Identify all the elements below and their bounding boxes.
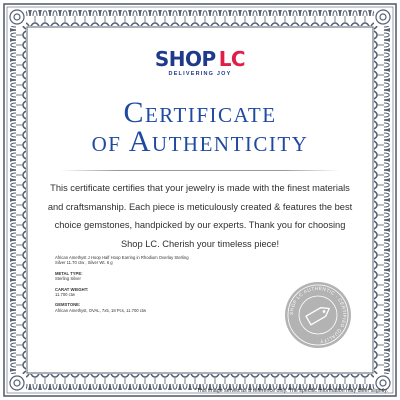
product-details (55, 255, 285, 313)
carat-weight-value: 11.700 ctw (55, 292, 75, 298)
logo-lc-text: LC (218, 47, 246, 71)
metal-type-label: METAL TYPE: (55, 270, 83, 276)
product-description-line1: African Amethyst J Hoop Half Hoop Earring in Rhodium Overlay Sterling (55, 255, 189, 260)
title-divider (60, 170, 340, 171)
shop-lc-logo (0, 49, 400, 77)
disclaimer-note: *This image serves as a reference only. The specific information may differ slightly. (194, 388, 388, 394)
logo-tagline: DELIVERING JOY (168, 71, 232, 77)
logo-shop-text: SHOP (154, 47, 216, 71)
metal-type-value: Sterling Silver (55, 276, 81, 282)
certificate-intro-text: This certificate certifies that your jewelry is made with the finest materials and craftsmanship. Each piece is meticulously created & features the best choice gemstones, handpicked by our experts. Thank you for choosing Shop LC. Cherish your timeless piece! (47, 183, 353, 249)
certificate-title-line2: of Authenticity (91, 125, 309, 158)
carat-weight-label: CARAT WEIGHT: (55, 286, 89, 292)
product-description-line2: Silver 11.70 ctw , Silver Wt. 6 g (55, 260, 113, 266)
seal-text: SHOP LC AUTHENTIC · CERTIFIED QUALITY · (288, 285, 348, 345)
certificate-title-line1: Certificate (123, 96, 277, 129)
tag-seal-icon (283, 280, 353, 350)
gemstone-value: African Amethyst, OVAL, 7x5, 18 Pcs, 11.700 ctw (55, 307, 147, 313)
gemstone-label: GEMSTONE: (55, 302, 81, 308)
